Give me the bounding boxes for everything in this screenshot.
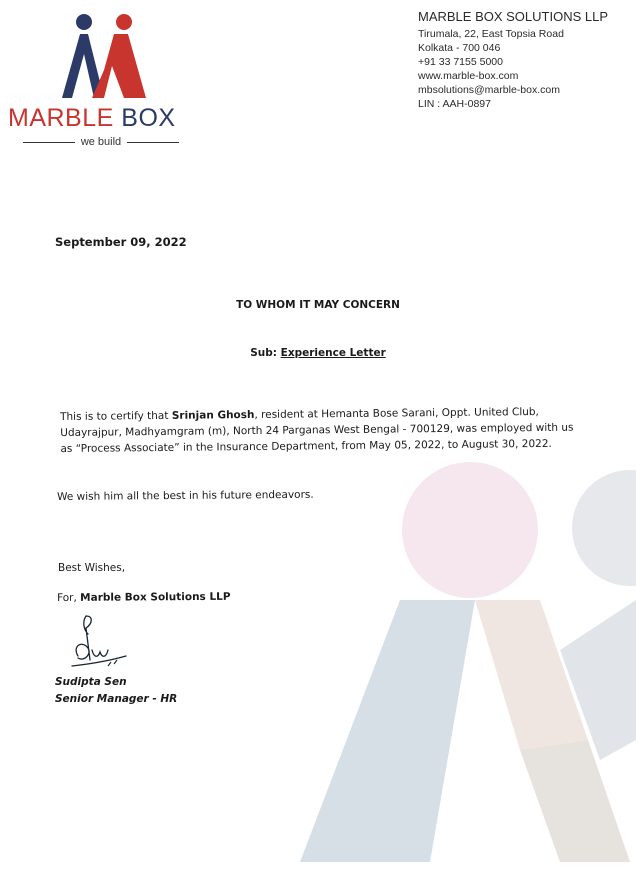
logo-wordmark — [8, 104, 194, 133]
tagline-rule-right — [127, 142, 179, 143]
body-intro: This is to certify that — [60, 409, 172, 423]
employee-name: Srinjan Ghosh — [171, 408, 255, 422]
for-prefix: For, — [57, 591, 77, 604]
wishes-paragraph: We wish him all the best in his future endeavors. — [57, 488, 314, 503]
certification-paragraph — [60, 404, 580, 457]
marble-box-logo-mark-icon — [62, 12, 146, 100]
body-rest: , resident at Hemanta Bose Sarani, Oppt. United Club, Udayrajpur, Madhyamgram (m), North 24 Parganas West Bengal - 700129, was employed with us as “Process Associate” in the Insurance Department, from May 05, 2022, to August 30, 2022. — [60, 405, 574, 455]
company-phone: +91 33 7155 5000 — [418, 56, 503, 68]
tagline-rule-left — [23, 142, 75, 143]
logo-tagline — [8, 136, 194, 148]
letter-subject — [0, 347, 636, 359]
company-logo — [8, 12, 198, 148]
tagline-text: we build — [80, 136, 122, 148]
signer-name: Sudipta Sen — [55, 676, 127, 688]
company-address-line1: Tirumala, 22, East Topsia Road — [418, 28, 564, 40]
subject-prefix: Sub: — [250, 347, 277, 359]
letter-date: September 09, 2022 — [55, 235, 187, 249]
for-company-line — [57, 591, 231, 604]
company-name: MARBLE BOX SOLUTIONS LLP — [418, 9, 609, 24]
company-email: mbsolutions@marble-box.com — [418, 84, 560, 96]
closing-line: Best Wishes, — [58, 562, 126, 574]
letter-salutation: TO WHOM IT MAY CONCERN — [236, 299, 400, 311]
company-website: www.marble-box.com — [418, 70, 519, 82]
subject-text: Experience Letter — [280, 347, 386, 359]
company-lin: LIN : AAH-0897 — [418, 98, 491, 110]
for-company-name: Marble Box Solutions LLP — [80, 590, 231, 604]
company-address-line2: Kolkata - 700 046 — [418, 42, 501, 54]
company-header — [418, 8, 630, 111]
handwritten-signature-icon — [64, 610, 134, 674]
logo-word-marble: MARBLE — [8, 104, 114, 132]
logo-word-box: BOX — [121, 104, 176, 132]
signer-title: Senior Manager - HR — [55, 693, 178, 705]
